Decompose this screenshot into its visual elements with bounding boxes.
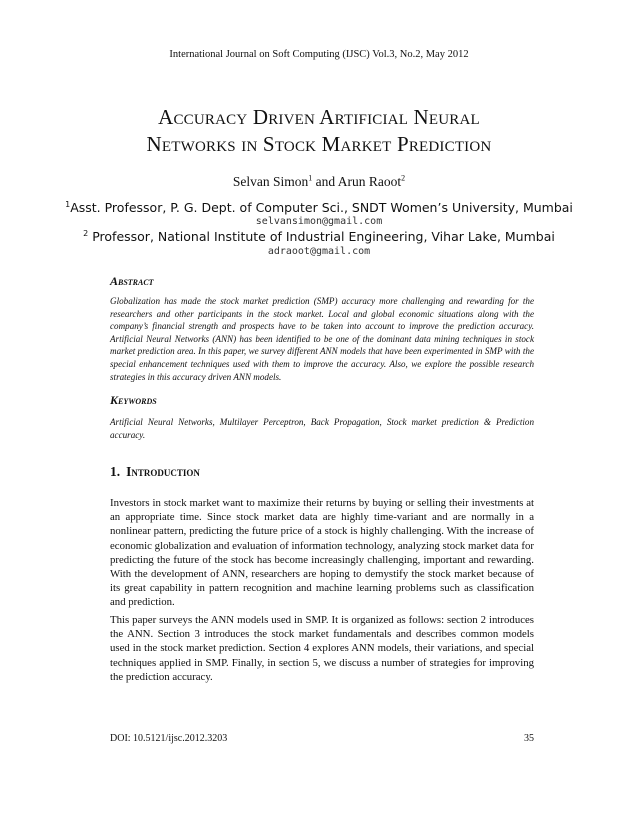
- introduction-heading: [110, 464, 200, 480]
- abstract-heading: Abstract: [110, 274, 154, 288]
- affiliation-1-text: Asst. Professor, P. G. Dept. of Computer Sci., SNDT Women’s University, Mumbai: [70, 200, 573, 215]
- section-number: 1.: [110, 464, 121, 479]
- doi-footer: DOI: 10.5121/ijsc.2012.3203: [110, 733, 228, 744]
- author-1: Selvan Simon: [232, 174, 309, 189]
- affiliation-2: [0, 229, 638, 244]
- journal-header: International Journal on Soft Computing (IJSC) Vol.3, No.2, May 2012: [169, 49, 469, 60]
- email-1[interactable]: selvansimon@gmail.com: [255, 216, 383, 227]
- author-2: Arun Raoot: [337, 174, 402, 189]
- author-2-mark: 2: [401, 173, 406, 183]
- page-number: 35: [524, 733, 534, 744]
- introduction-paragraph-1: Investors in stock market want to maximize their returns by buying or selling their investments at an appropriate time. Since stock market data are highly time-variant and are normally in a nonlinear pattern, predicting the future price of a stock is highly challenging. With the increase of economic globalization and evaluation of information technology, analyzing stock market data for predicting the future of the stock has become increasingly challenging, important and rewarding. With the development of ANN, researchers are hoping to demystify the stock market because of its great capability in pattern recognition and machine learning problems such as classification and prediction.: [110, 497, 534, 609]
- keywords-heading: Keywords: [110, 393, 157, 407]
- affiliation-1-mark: 1: [65, 199, 71, 209]
- title-line-2: Networks in Stock Market Prediction: [146, 132, 492, 156]
- keywords-text: Artificial Neural Networks, Multilayer Perceptron, Back Propagation, Stock market prediction & Prediction accuracy.: [110, 417, 534, 440]
- paper-title: [60, 104, 578, 158]
- affiliation-1: [0, 200, 638, 215]
- title-line-1: Accuracy Driven Artificial Neural: [158, 105, 480, 129]
- author-connector: and: [312, 174, 338, 189]
- abstract-text: Globalization has made the stock market prediction (SMP) accuracy more challenging and rewarding for the researchers and other participants in the stock market. Local and global economic situations along with the company’s financial strength and prospects have to be taken into account to improve the prediction accuracy. Artificial Neural Networks (ANN) has been identified to be one of the dominant data mining techniques in stock market prediction area. In this paper, we survey different ANN models that have been experimented in SMP with the special enhancement techniques used with them to improve the accuracy. Also, we explore the possible research strategies in this accuracy driven ANN models.: [110, 296, 534, 382]
- section-title: Introduction: [126, 464, 200, 479]
- introduction-paragraph-2: This paper surveys the ANN models used in SMP. It is organized as follows: section 2 introduces the ANN. Section 3 introduces the stock market fundamentals and describes common models used in the stock market prediction. Section 4 explores ANN models, their variations, and special techniques applied in SMP. Finally, in section 5, we discuss a number of strategies for improving the prediction accuracy.: [110, 614, 534, 683]
- affiliation-2-text: Professor, National Institute of Industrial Engineering, Vihar Lake, Mumbai: [88, 229, 555, 244]
- author-1-mark: 1: [308, 173, 313, 183]
- author-line: [0, 174, 638, 190]
- email-2[interactable]: adraoot@gmail.com: [267, 246, 371, 257]
- affiliation-2-mark: 2: [83, 228, 89, 238]
